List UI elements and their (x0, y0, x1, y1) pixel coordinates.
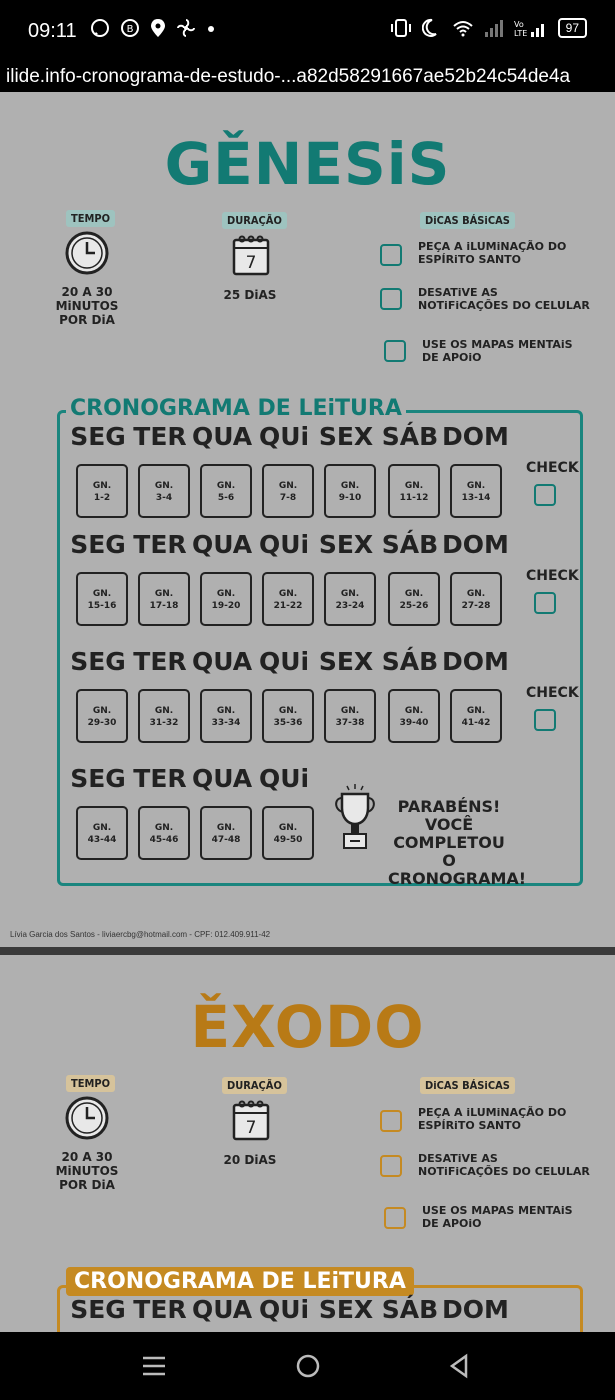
cell-book: GN. (278, 481, 298, 491)
cell-book: GN. (216, 589, 236, 599)
dicas-label: DiCAS BÁSiCAS (420, 212, 515, 229)
cell-book: GN. (404, 589, 424, 599)
day-header: QUA (192, 422, 253, 451)
reading-cell[interactable] (388, 572, 440, 626)
navigation-bar (0, 1332, 615, 1400)
cell-book: GN. (278, 823, 298, 833)
notification-icons (90, 18, 216, 38)
cell-book: GN. (154, 823, 174, 833)
battery-indicator: 97 (558, 18, 587, 38)
day-header: QUi (258, 530, 310, 559)
cell-chapters: 25-26 (399, 601, 429, 611)
day-header: QUi (258, 422, 310, 451)
cell-chapters: 41-42 (461, 718, 491, 728)
dicas-label: DiCAS BÁSiCAS (420, 1077, 515, 1094)
tip-checkbox-1[interactable] (380, 1110, 402, 1132)
cell-chapters: 27-28 (461, 601, 491, 611)
page-footer: Lívia Garcia dos Santos - liviaercbg@hotmail.com - CPF: 012.409.911-42 (10, 930, 271, 939)
tip-checkbox-1[interactable] (380, 244, 402, 266)
day-header: SEG (70, 647, 126, 676)
cell-book: GN. (154, 589, 174, 599)
tip-2: DESATiVE AS NOTiFiCAÇÕES DO CELULAR (418, 1152, 590, 1178)
status-time: 09:11 (28, 20, 77, 42)
tempo-value: 20 A 30 MiNUTOS POR DiA (55, 285, 119, 327)
cell-book: GN. (278, 706, 298, 716)
day-header: QUi (258, 764, 310, 793)
home-icon[interactable] (294, 1352, 322, 1380)
tip-1: PEÇA A iLUMiNAÇÃO DO ESPÍRiTO SANTO (418, 240, 567, 266)
fan-icon (176, 18, 196, 38)
day-header: QUA (192, 764, 253, 793)
cell-book: GN. (340, 706, 360, 716)
check-checkbox[interactable] (534, 709, 556, 731)
cell-chapters: 7-8 (279, 493, 297, 503)
duracao-value: 25 DiAS (223, 288, 277, 302)
reading-cell[interactable] (138, 689, 190, 743)
day-header: QUA (192, 647, 253, 676)
cell-book: GN. (466, 706, 486, 716)
check-checkbox[interactable] (534, 484, 556, 506)
reading-cell[interactable] (262, 689, 314, 743)
book-title: GĚNESiS (164, 130, 451, 198)
day-header: SEG (70, 530, 126, 559)
calendar-icon (232, 234, 270, 278)
cell-chapters: 49-50 (273, 835, 303, 845)
day-header: SEX (318, 647, 374, 676)
reading-cell[interactable] (450, 464, 502, 518)
day-header: DOM (442, 1295, 509, 1324)
day-header: SEX (318, 530, 374, 559)
whatsapp-icon (90, 18, 110, 38)
duracao-label: DURAÇÃO (222, 1077, 287, 1094)
clock-icon (64, 1095, 110, 1141)
day-header: DOM (442, 422, 509, 451)
svg-text:LTE: LTE (513, 29, 527, 38)
cell-book: GN. (340, 589, 360, 599)
reading-cell[interactable] (262, 464, 314, 518)
cell-book: GN. (154, 706, 174, 716)
location-icon (150, 18, 166, 38)
reading-cell[interactable] (388, 689, 440, 743)
schedule-label: CRONOGRAMA DE LEiTURA (66, 396, 406, 421)
check-label: CHECK (526, 568, 579, 584)
day-header: TER (133, 647, 187, 676)
day-header: TER (133, 422, 187, 451)
reading-cell[interactable] (76, 464, 128, 518)
wifi-icon (452, 18, 474, 38)
cell-book: GN. (92, 481, 112, 491)
day-header: SÁB (381, 422, 439, 451)
check-label: CHECK (526, 460, 579, 476)
duracao-value: 20 DiAS (223, 1153, 277, 1167)
reading-cell[interactable] (262, 806, 314, 860)
reading-cell[interactable] (262, 572, 314, 626)
day-header: DOM (442, 647, 509, 676)
moon-icon (422, 18, 442, 38)
clock-icon (64, 230, 110, 276)
tempo-label: TEMPO (66, 210, 115, 227)
reading-cell[interactable] (138, 572, 190, 626)
cell-book: GN. (92, 823, 112, 833)
tip-checkbox-3[interactable] (384, 1207, 406, 1229)
page-exodo (0, 955, 615, 1332)
cell-chapters: 21-22 (273, 601, 303, 611)
svg-text:7: 7 (245, 1118, 257, 1138)
day-header: SÁB (381, 647, 439, 676)
reading-cell[interactable] (450, 572, 502, 626)
check-label: CHECK (526, 685, 579, 701)
cell-chapters: 19-20 (211, 601, 241, 611)
tempo-value: 20 A 30 MiNUTOS POR DiA (55, 1150, 119, 1192)
cell-chapters: 45-46 (149, 835, 179, 845)
cell-book: GN. (92, 706, 112, 716)
cell-book: GN. (216, 706, 236, 716)
reading-cell[interactable] (138, 464, 190, 518)
reading-cell[interactable] (324, 464, 376, 518)
reading-cell[interactable] (388, 464, 440, 518)
book-title: ĚXODO (190, 993, 425, 1061)
day-header: QUi (258, 647, 310, 676)
signal-icon (514, 18, 548, 38)
cell-book: GN. (404, 706, 424, 716)
cell-chapters: 43-44 (87, 835, 117, 845)
cell-chapters: 37-38 (335, 718, 365, 728)
day-header: SEX (318, 422, 374, 451)
reading-cell[interactable] (76, 806, 128, 860)
reading-cell[interactable] (76, 689, 128, 743)
reading-cell[interactable] (200, 806, 252, 860)
cell-book: GN. (216, 481, 236, 491)
cell-chapters: 15-16 (87, 601, 117, 611)
tip-3: USE OS MAPAS MENTAiS DE APOiO (422, 338, 573, 364)
document-viewport[interactable] (0, 92, 615, 1332)
duracao-label: DURAÇÃO (222, 212, 287, 229)
page-genesis (0, 92, 615, 947)
dot-icon (206, 18, 216, 38)
day-header: QUA (192, 1295, 253, 1324)
cell-chapters: 33-34 (211, 718, 241, 728)
system-icons (390, 18, 587, 38)
day-header: SEX (318, 1295, 374, 1324)
cell-chapters: 35-36 (273, 718, 303, 728)
schedule-label: CRONOGRAMA DE LEiTURA (66, 1267, 414, 1296)
cell-chapters: 9-10 (338, 493, 362, 503)
cell-book: GN. (92, 589, 112, 599)
cell-chapters: 23-24 (335, 601, 365, 611)
day-header: SÁB (381, 530, 439, 559)
tip-checkbox-2[interactable] (380, 288, 402, 310)
cell-chapters: 11-12 (399, 493, 429, 503)
cell-chapters: 5-6 (217, 493, 235, 503)
cell-book: GN. (466, 481, 486, 491)
day-header: TER (133, 530, 187, 559)
day-header: TER (133, 764, 187, 793)
cell-chapters: 13-14 (461, 493, 491, 503)
tip-3: USE OS MAPAS MENTAiS DE APOiO (422, 1204, 573, 1230)
svg-text:B: B (126, 24, 134, 35)
back-icon[interactable] (446, 1352, 474, 1380)
trophy-icon (330, 784, 380, 854)
calendar-icon (232, 1099, 270, 1143)
tip-1: PEÇA A iLUMiNAÇÃO DO ESPÍRiTO SANTO (418, 1106, 567, 1132)
cell-chapters: 1-2 (93, 493, 111, 503)
reading-cell[interactable] (200, 572, 252, 626)
tip-checkbox-2[interactable] (380, 1155, 402, 1177)
day-header: SEG (70, 422, 126, 451)
day-header: DOM (442, 530, 509, 559)
cell-chapters: 29-30 (87, 718, 117, 728)
cell-book: GN. (340, 481, 360, 491)
svg-text:7: 7 (245, 253, 257, 273)
cell-chapters: 17-18 (149, 601, 179, 611)
cell-book: GN. (404, 481, 424, 491)
reading-cell[interactable] (200, 689, 252, 743)
check-checkbox[interactable] (534, 592, 556, 614)
day-header: QUi (258, 1295, 310, 1324)
cell-book: GN. (216, 823, 236, 833)
cell-chapters: 3-4 (155, 493, 173, 503)
cell-chapters: 39-40 (399, 718, 429, 728)
cell-chapters: 31-32 (149, 718, 179, 728)
tempo-label: TEMPO (66, 1075, 115, 1092)
reading-cell[interactable] (200, 464, 252, 518)
whatsapp-business-icon (120, 18, 140, 38)
menu-icon[interactable] (140, 1352, 168, 1380)
vibrate-icon (390, 18, 412, 38)
reading-cell[interactable] (76, 572, 128, 626)
congrats-message: PARABÉNS! VOCÊ COMPLETOU O CRONOGRAMA! (388, 797, 527, 888)
day-header: SEG (70, 1295, 126, 1324)
tip-2: DESATiVE AS NOTiFiCAÇÕES DO CELULAR (418, 286, 590, 312)
reading-cell[interactable] (450, 689, 502, 743)
reading-cell[interactable] (324, 689, 376, 743)
day-header: TER (133, 1295, 187, 1324)
cell-book: GN. (466, 589, 486, 599)
day-header: SÁB (381, 1295, 439, 1324)
tip-checkbox-3[interactable] (384, 340, 406, 362)
cell-book: GN. (278, 589, 298, 599)
day-header: QUA (192, 530, 253, 559)
day-header: SEG (70, 764, 126, 793)
url-bar[interactable]: ilide.info-cronograma-de-estudo-...a82d58291667ae52b24c54de4a (0, 62, 615, 92)
status-bar (0, 0, 615, 62)
reading-cell[interactable] (324, 572, 376, 626)
cell-book: GN. (154, 481, 174, 491)
reading-cell[interactable] (138, 806, 190, 860)
cell-chapters: 47-48 (211, 835, 241, 845)
signal-icon (484, 18, 504, 38)
page-separator (0, 947, 615, 955)
svg-text:Vo: Vo (513, 20, 524, 29)
